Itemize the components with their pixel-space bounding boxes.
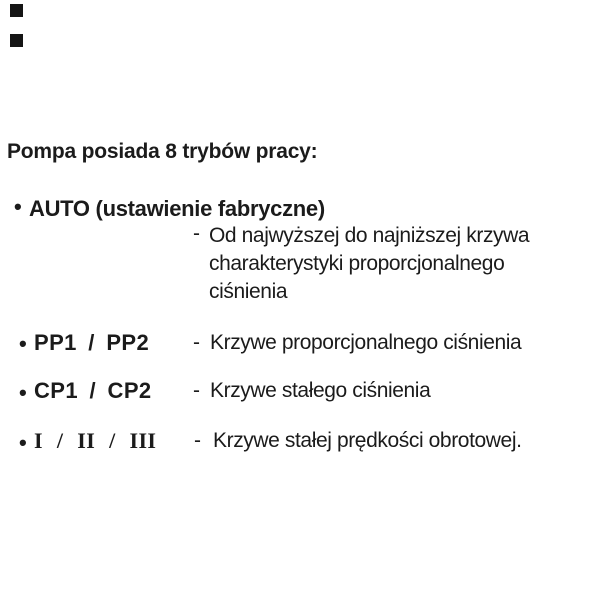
dash: - <box>194 429 201 452</box>
corner-square-top <box>10 4 23 17</box>
mode-label-cp: CP1 / CP2 <box>34 378 152 403</box>
mode-description-pp: Krzywe proporcjonalnego ciśnienia <box>210 331 522 354</box>
page-title: Pompa posiada 8 trybów pracy: <box>7 140 318 163</box>
corner-square-bottom <box>10 34 23 47</box>
auto-description-line-2: charakterystyki proporcjonalnego <box>209 252 505 275</box>
mode-label-speed: I / II / III <box>34 428 157 453</box>
auto-description-line-3: ciśnienia <box>209 280 288 303</box>
bullet-icon: • <box>19 380 27 405</box>
bullet-icon: • <box>19 430 27 455</box>
mode-label-pp: PP1 / PP2 <box>34 330 150 355</box>
mode-description-cp: Krzywe stałego ciśnienia <box>210 379 431 402</box>
bullet-icon: • <box>14 194 22 219</box>
dash: - <box>193 379 200 402</box>
dash: - <box>193 331 200 354</box>
dash: - <box>193 222 200 245</box>
mode-description-speed: Krzywe stałej prędkości obrotowej. <box>213 429 522 452</box>
mode-label-auto: AUTO (ustawienie fabryczne) <box>29 196 325 221</box>
auto-description <box>209 222 529 306</box>
auto-description-line-1: Od najwyższej do najniższej krzywa <box>209 224 530 247</box>
bullet-icon: • <box>19 331 27 356</box>
